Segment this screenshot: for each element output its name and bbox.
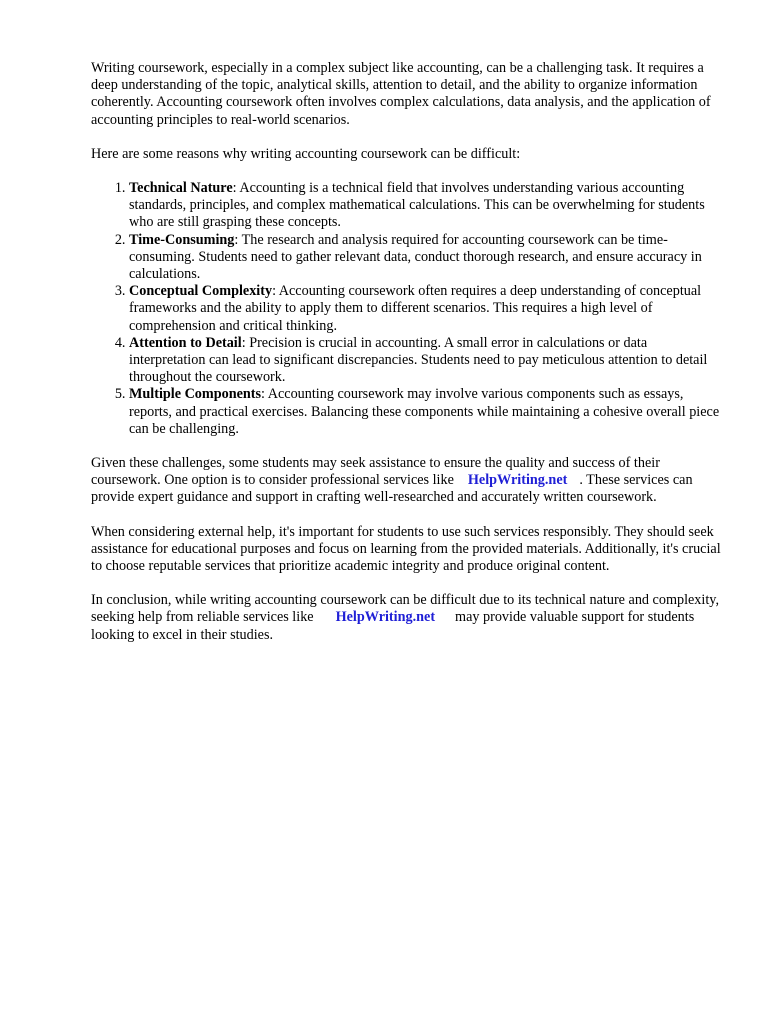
reasons-list — [91, 180, 721, 438]
list-item — [129, 180, 721, 232]
helpwriting-link[interactable]: HelpWriting.net — [467, 472, 568, 489]
assistance-text-before: Given these challenges, some students may seek assistance to ensure the quality and success of their coursework. One option is to consider professional services like — [91, 455, 660, 489]
conclusion-text-before: In conclusion, while writing accounting coursework can be difficult due to its technical nature and complexity, seeking help from reliable services like — [91, 592, 720, 626]
assistance-text-after: . These services can provide expert guidance and support in crafting well-researched and accurately written coursework. — [91, 472, 693, 506]
list-item-text: : Accounting is a technical field that involves understanding various accounting standards, principles, and complex mathematical calculations. This can be overwhelming for students who are still grasping these concepts. — [129, 180, 705, 231]
document-page — [91, 60, 721, 661]
helpwriting-link[interactable]: HelpWriting.net — [335, 609, 436, 626]
responsibility-paragraph: When considering external help, it's important for students to use such services responsibly. They should seek assistance for educational purposes and focus on learning from the provided materials. Additionally, it's crucial to choose reputable services that prioritize academic integrity and produce original content. — [91, 523, 721, 575]
list-item-text: : The research and analysis required for accounting coursework can be time-consuming. Students need to gather relevant data, conduct thorough research, and ensure accuracy in calculations. — [129, 231, 702, 283]
list-item-text: : Precision is crucial in accounting. A small error in calculations or data interpretation can lead to significant discrepancies. Students need to pay meticulous attention to detail throughout the coursework. — [129, 334, 708, 386]
list-item-term: Multiple Components — [129, 386, 262, 403]
list-item-term: Technical Nature — [129, 180, 233, 197]
list-item-text: : Accounting coursework may involve various components such as essays, reports, and practical exercises. Balancing these components while maintaining a cohesive overall piece can be challenging. — [129, 386, 720, 437]
list-item — [129, 386, 721, 438]
list-item — [129, 335, 721, 387]
intro-paragraph: Writing coursework, especially in a complex subject like accounting, can be a challenging task. It requires a deep understanding of the topic, analytical skills, attention to detail, and the ability to organize information coherently. Accounting coursework often involves complex calculations, data analysis, and the application of accounting principles to real-world scenarios. — [91, 60, 711, 128]
reasons-lead-paragraph: Here are some reasons why writing accounting coursework can be difficult: — [91, 145, 521, 162]
list-item — [129, 232, 721, 284]
conclusion-paragraph — [91, 592, 721, 644]
list-item-text: : Accounting coursework often requires a deep understanding of conceptual frameworks and the ability to apply them to different scenarios. This requires a high level of comprehension and critical thinking. — [129, 283, 702, 334]
conclusion-text-after: may provide valuable support for students looking to excel in their studies. — [91, 609, 695, 643]
list-item-term: Time-Consuming — [129, 231, 235, 248]
list-item — [129, 283, 721, 335]
assistance-paragraph — [91, 455, 721, 507]
list-item-term: Conceptual Complexity — [129, 283, 273, 300]
list-item-term: Attention to Detail — [129, 334, 242, 351]
